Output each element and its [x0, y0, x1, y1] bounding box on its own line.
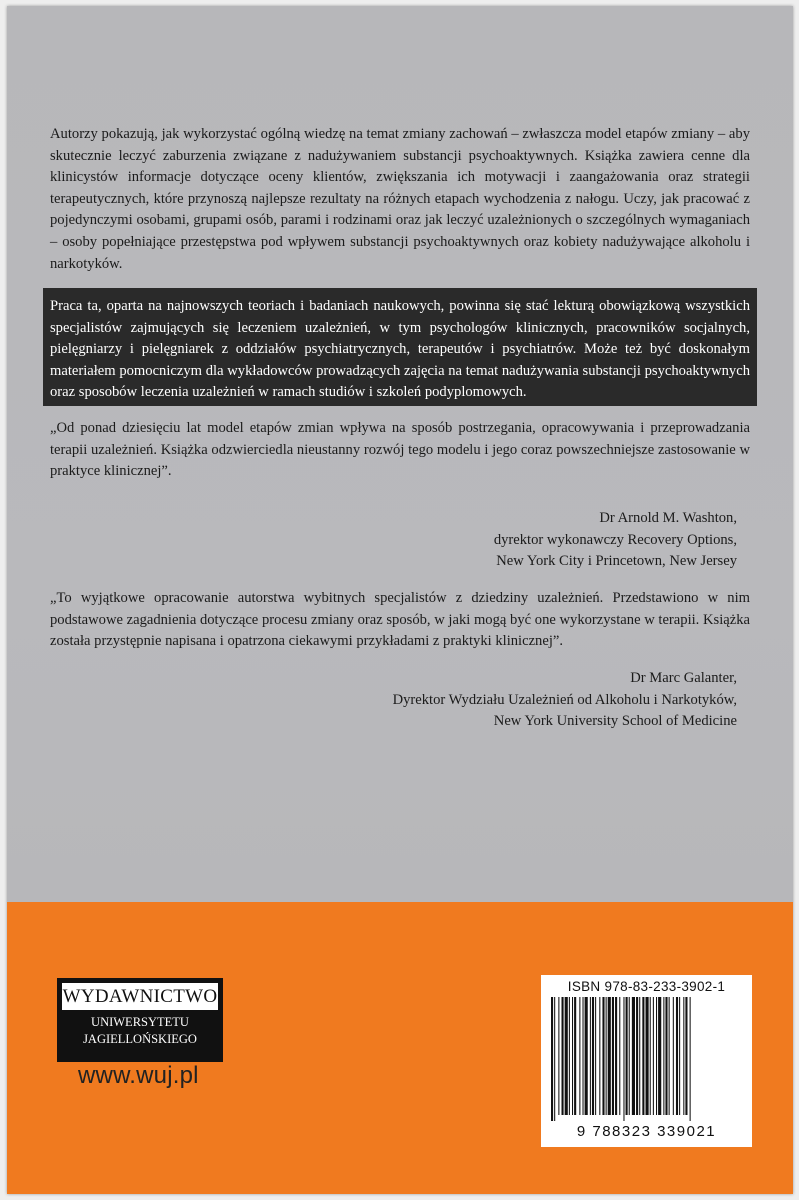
barcode-stripe: [619, 997, 620, 1115]
barcode-stripe: [676, 997, 678, 1115]
barcode-stripe: [595, 997, 596, 1115]
barcode-stripe: [608, 997, 611, 1115]
barcode-stripe: [569, 997, 570, 1115]
barcode-stripe: [592, 997, 594, 1115]
publisher-name-top: WYDAWNICTWO: [62, 983, 218, 1010]
publisher-url: www.wuj.pl: [78, 1062, 199, 1089]
barcode-stripe: [583, 997, 584, 1115]
barcode-stripe: [615, 997, 617, 1115]
barcode-stripe: [636, 997, 638, 1115]
isbn-label: ISBN 978-83-233-3902-1: [567, 979, 726, 994]
barcode-stripe: [565, 997, 568, 1115]
barcode-stripe: [599, 997, 600, 1115]
back-cover: [7, 6, 793, 1194]
barcode-stripe: [572, 997, 573, 1115]
barcode-digits: 9 788323 339021: [576, 1123, 717, 1140]
publisher-name-line1: UNIWERSYTETU: [91, 1015, 189, 1029]
barcode-stripe: [673, 997, 674, 1115]
review-signature-2: [317, 668, 737, 733]
barcode-stripe: [639, 997, 640, 1115]
barcode-stripe: [650, 997, 651, 1115]
barcode-stripe: [656, 997, 657, 1115]
book-description: Autorzy pokazują, jak wykorzystać ogólną wiedzę na temat zmiany zachowań – zwłaszcza model etapów zmiany – aby skutecznie leczyć zaburzenia związane z nadużywaniem substancji psychoaktywnych. Książka zawiera cenne dla klinicystów informacje dotyczące oceny klientów, zwiększania ich motywacji i zaangażowania oraz strategii terapeutycznych, które przynoszą najlepsze rezultaty na różnych etapach wychodzenia z nałogu. Uczy, jak pracować z pojedynczymi osobami, grupami osób, parami i rodzinami oraz jak leczyć uzależnionych o szczególnych wymaganiach – osoby popełniające przestępstwa pod wpływem substancji psychoaktywnych oraz kobiety nadużywające alkoholu i narkotyków.: [50, 126, 750, 272]
barcode-stripe: [665, 997, 667, 1115]
barcode-stripe: [551, 997, 553, 1121]
barcode-stripe: [623, 997, 624, 1121]
barcode-stripe: [669, 997, 670, 1115]
barcode-stripe: [642, 997, 644, 1115]
reviewer-role: Dyrektor Wydziału Uzależnień od Alkoholu i Narkotyków,: [392, 691, 737, 708]
barcode-stripe: [683, 997, 684, 1115]
highlight-text: Praca ta, oparta na najnowszych teoriach i badaniach naukowych, powinna się stać lekturą obowiązkową wszystkich specjalistów zajmujących się leczeniem uzależnień, w tym psychologów klinicznych, pracowników socjalnych, pielęgniarzy i pielęgniarek z oddziałów psychiatrycznych, terapeutów i psychiatrów. Może też być doskonałym materiałem pomocniczym dla wykładowców prowadzących zajęcia na temat nadużywania substancji psychoaktywnych oraz sposobów leczenia uzależnień w ramach studiów i szkoleń podyplomowych.: [50, 298, 750, 401]
publisher-name-bottom: [59, 1014, 221, 1048]
barcode-stripe: [602, 997, 604, 1115]
reviewer-name: Dr Arnold M. Washton,: [599, 510, 737, 526]
review-quote-1: „Od ponad dziesięciu lat model etapów zmian wpływa na sposób postrzegania, opracowywania i przeprowadzania terapii uzależnień. Książka odzwierciedla nieustanny rozwój tego modelu i jego coraz powszechniejsze zastosowanie w praktyce klinicznej”.: [50, 420, 750, 480]
barcode-stripe: [632, 997, 635, 1115]
barcode-stripe: [562, 997, 564, 1115]
barcode-stripe: [685, 997, 687, 1115]
reviewer-name: Dr Marc Galanter,: [630, 670, 737, 686]
barcode-stripe: [646, 997, 649, 1115]
barcode-stripe: [629, 997, 630, 1115]
barcode-stripe: [663, 997, 664, 1115]
reviewer-role: dyrektor wykonawczy Recovery Options,: [493, 531, 737, 548]
barcode-stripe: [626, 997, 628, 1115]
reviewer-place: New York University School of Medicine: [493, 713, 737, 730]
barcode-stripe: [574, 997, 576, 1115]
barcode-stripe: [558, 997, 559, 1115]
barcode-stripe: [690, 997, 691, 1121]
barcode-stripe: [612, 997, 614, 1115]
barcode-stripe: [658, 997, 661, 1115]
barcode-stripe: [554, 997, 555, 1121]
publisher-name-line2: JAGIELLOŃSKIEGO: [83, 1032, 197, 1046]
barcode-stripe: [679, 997, 680, 1115]
barcode-bars: [549, 997, 744, 1121]
review-signature-1: [317, 508, 737, 573]
barcode-stripe: [606, 997, 607, 1115]
reviewer-place: New York City i Princetown, New Jersey: [496, 553, 737, 570]
barcode-stripe: [653, 997, 654, 1115]
review-quote-2: „To wyjątkowe opracowanie autorstwa wybitnych specjalistów z dziedziny uzależnień. Przedstawiono w nim podstawowe zagadnienia dotyczące procesu zmiany oraz sposób, w jaki mogą być one wykorzystane w terapii. Książka została przystępnie napisana i opatrzona ciekawymi przykładami z praktyki klinicznej”.: [50, 590, 750, 650]
publisher-logo: [57, 978, 223, 1062]
barcode-box: [541, 975, 752, 1147]
barcode-stripe: [579, 997, 580, 1115]
barcode-stripe: [585, 997, 588, 1115]
barcode-stripe: [590, 997, 591, 1115]
